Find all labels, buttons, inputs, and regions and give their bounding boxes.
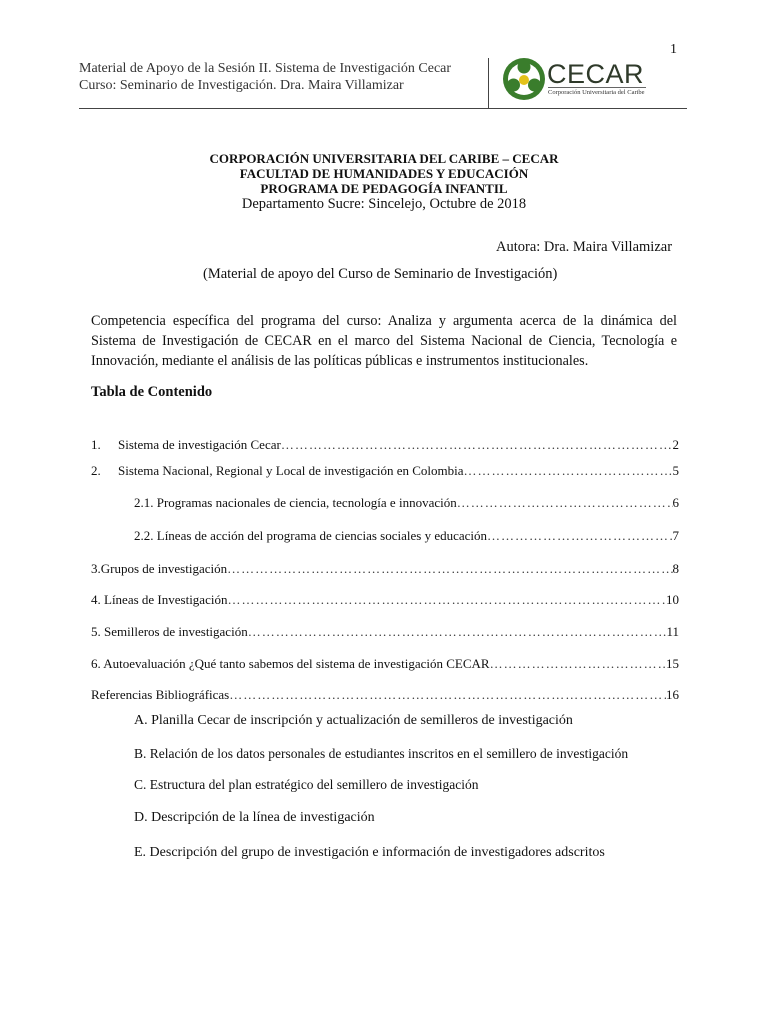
institution-name: CORPORACIÓN UNIVERSITARIA DEL CARIBE – CECAR	[209, 151, 559, 166]
toc-heading: Tabla de Contenido	[91, 384, 213, 400]
toc-item-title: 2.2. Líneas de acción del programa de ciencias sociales y educación	[134, 528, 488, 543]
page-number: 1	[670, 42, 677, 57]
cecar-logo	[502, 55, 652, 105]
toc-item-title: 3.Grupos de investigación	[91, 561, 228, 576]
annex-c[interactable]: C. Estructura del plan estratégico del semillero de investigación	[134, 777, 479, 792]
toc-item-page: 8	[672, 561, 679, 576]
toc-leader	[490, 656, 666, 672]
toc-item-2-1[interactable]	[134, 495, 679, 511]
toc-item-title: 6. Autoevaluación ¿Qué tanto sabemos del sistema de investigación CECAR	[91, 656, 490, 671]
toc-leader	[487, 528, 672, 544]
toc-item-6[interactable]	[91, 656, 679, 672]
toc-item-number: 2.	[91, 463, 101, 478]
toc-item-page: 7	[672, 528, 679, 543]
toc-item-2-2[interactable]	[134, 528, 679, 544]
annex-a[interactable]: A. Planilla Cecar de inscripción y actualización de semilleros de investigación	[134, 713, 573, 728]
toc-item-title: Sistema Nacional, Regional y Local de investigación en Colombia	[118, 463, 464, 478]
material-subtitle: (Material de apoyo del Curso de Seminario de Investigación)	[203, 266, 558, 282]
toc-leader	[227, 561, 672, 577]
toc-leader	[248, 624, 667, 640]
toc-item-page: 11	[666, 624, 679, 639]
annex-b[interactable]: B. Relación de los datos personales de estudiantes inscritos en el semillero de investigación	[134, 746, 629, 761]
toc-item-3[interactable]	[91, 561, 679, 577]
toc-item-number: 1.	[91, 437, 101, 452]
toc-item-page: 10	[666, 592, 679, 607]
cecar-logo-emblem-icon	[502, 57, 546, 101]
annex-e[interactable]: E. Descripción del grupo de investigación e información de investigadores adscritos	[134, 845, 605, 860]
logo-wordmark: CECAR	[547, 59, 645, 89]
toc-item-2[interactable]	[91, 463, 679, 479]
toc-item-title: 4. Líneas de Investigación	[91, 592, 228, 607]
logo-subtitle: Corporación Universitaria del Caribe	[548, 89, 645, 96]
header-text	[79, 60, 451, 94]
competencia-paragraph: Competencia específica del programa del curso: Analiza y argumenta acerca de la dinámica del Sistema de Investigación de CECAR en el marco del Sistema Nacional de Ciencia, Tecnología e Innovación, mediante el análisis de las políticas públicas e instrumentos institucionales.	[91, 313, 677, 369]
toc-item-title: 2.1. Programas nacionales de ciencia, tecnología e innovación	[134, 495, 457, 510]
faculty-name: FACULTAD DE HUMANIDADES Y EDUCACIÓN	[239, 166, 529, 181]
toc-item-page: 6	[672, 495, 679, 510]
toc-item-5[interactable]	[91, 624, 679, 640]
toc-item-references[interactable]	[91, 687, 679, 703]
toc-item-title: Referencias Bibliográficas	[91, 687, 230, 702]
header-divider	[488, 58, 489, 108]
author-line: Autora: Dra. Maira Villamizar	[496, 239, 673, 255]
toc-item-page: 16	[666, 687, 679, 702]
toc-leader	[227, 592, 666, 608]
header-line-2: Curso: Seminario de Investigación. Dra. Maira Villamizar	[79, 78, 404, 93]
program-name: PROGRAMA DE PEDAGOGÍA INFANTIL	[260, 181, 508, 196]
toc-leader	[464, 463, 673, 479]
toc-item-title: Sistema de investigación Cecar	[118, 437, 281, 452]
toc-item-page: 15	[666, 656, 679, 671]
toc-leader	[229, 687, 666, 703]
toc-item-page: 2	[672, 437, 679, 452]
toc-leader	[457, 495, 673, 511]
toc-item-title: 5. Semilleros de investigación	[91, 624, 248, 639]
toc-leader	[281, 437, 673, 453]
header-line-1: Material de Apoyo de la Sesión II. Sistema de Investigación Cecar	[79, 61, 452, 76]
place-date: Departamento Sucre: Sincelejo, Octubre de 2018	[241, 196, 527, 212]
annex-d[interactable]: D. Descripción de la línea de investigación	[134, 810, 375, 825]
toc-item-4[interactable]	[91, 592, 679, 608]
toc-item-page: 5	[672, 463, 679, 478]
toc-item-1[interactable]	[91, 437, 679, 453]
header-rule	[79, 108, 687, 109]
